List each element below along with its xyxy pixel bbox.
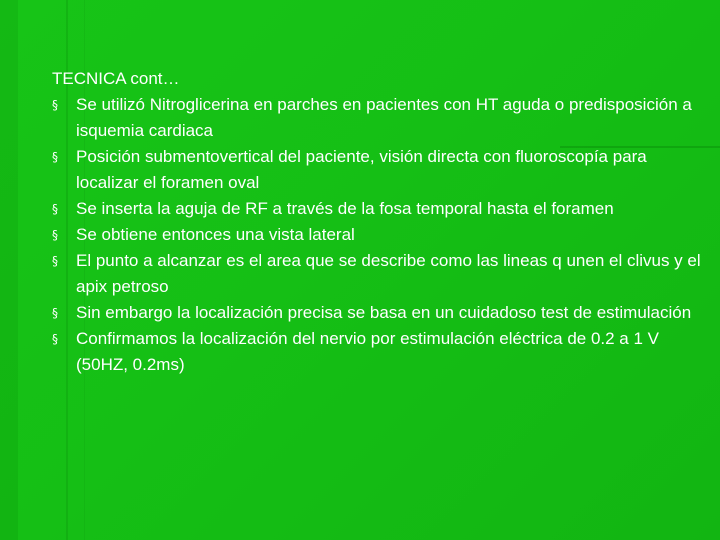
bullet-item	[52, 222, 702, 248]
background-stripe	[0, 0, 18, 540]
bullet-item	[52, 300, 702, 326]
bullet-item	[52, 144, 702, 196]
bullet-text: Se obtiene entonces una vista lateral	[76, 225, 355, 244]
section-sign-icon: §	[52, 228, 58, 242]
slide-content	[52, 66, 702, 378]
bullet-text: Sin embargo la localización precisa se basa en un cuidadoso test de estimulación	[76, 303, 692, 322]
bullet-text: El punto a alcanzar es el area que se describe como las lineas q unen el clivus y el apix petroso	[76, 251, 701, 296]
bullet-item	[52, 196, 702, 222]
section-sign-icon: §	[52, 254, 58, 268]
bullet-item	[52, 248, 702, 300]
section-sign-icon: §	[52, 332, 58, 346]
bullet-text: Se utilizó Nitroglicerina en parches en pacientes con HT aguda o predisposición a isquemia cardiaca	[76, 95, 692, 140]
bullet-item	[52, 92, 702, 144]
section-sign-icon: §	[52, 306, 58, 320]
section-sign-icon: §	[52, 202, 58, 216]
section-sign-icon: §	[52, 150, 58, 164]
section-sign-icon: §	[52, 98, 58, 112]
bullet-text: Posición submentovertical del paciente, visión directa con fluoroscopía para localizar el foramen oval	[76, 147, 647, 192]
bullet-item	[52, 326, 702, 378]
bullet-text: Se inserta la aguja de RF a través de la fosa temporal hasta el foramen	[76, 199, 614, 218]
bullet-text: Confirmamos la localización del nervio por estimulación eléctrica de 0.2 a 1 V (50HZ, 0.2ms)	[76, 329, 660, 374]
bullet-list	[52, 92, 702, 378]
slide-heading: TECNICA cont…	[52, 69, 180, 88]
